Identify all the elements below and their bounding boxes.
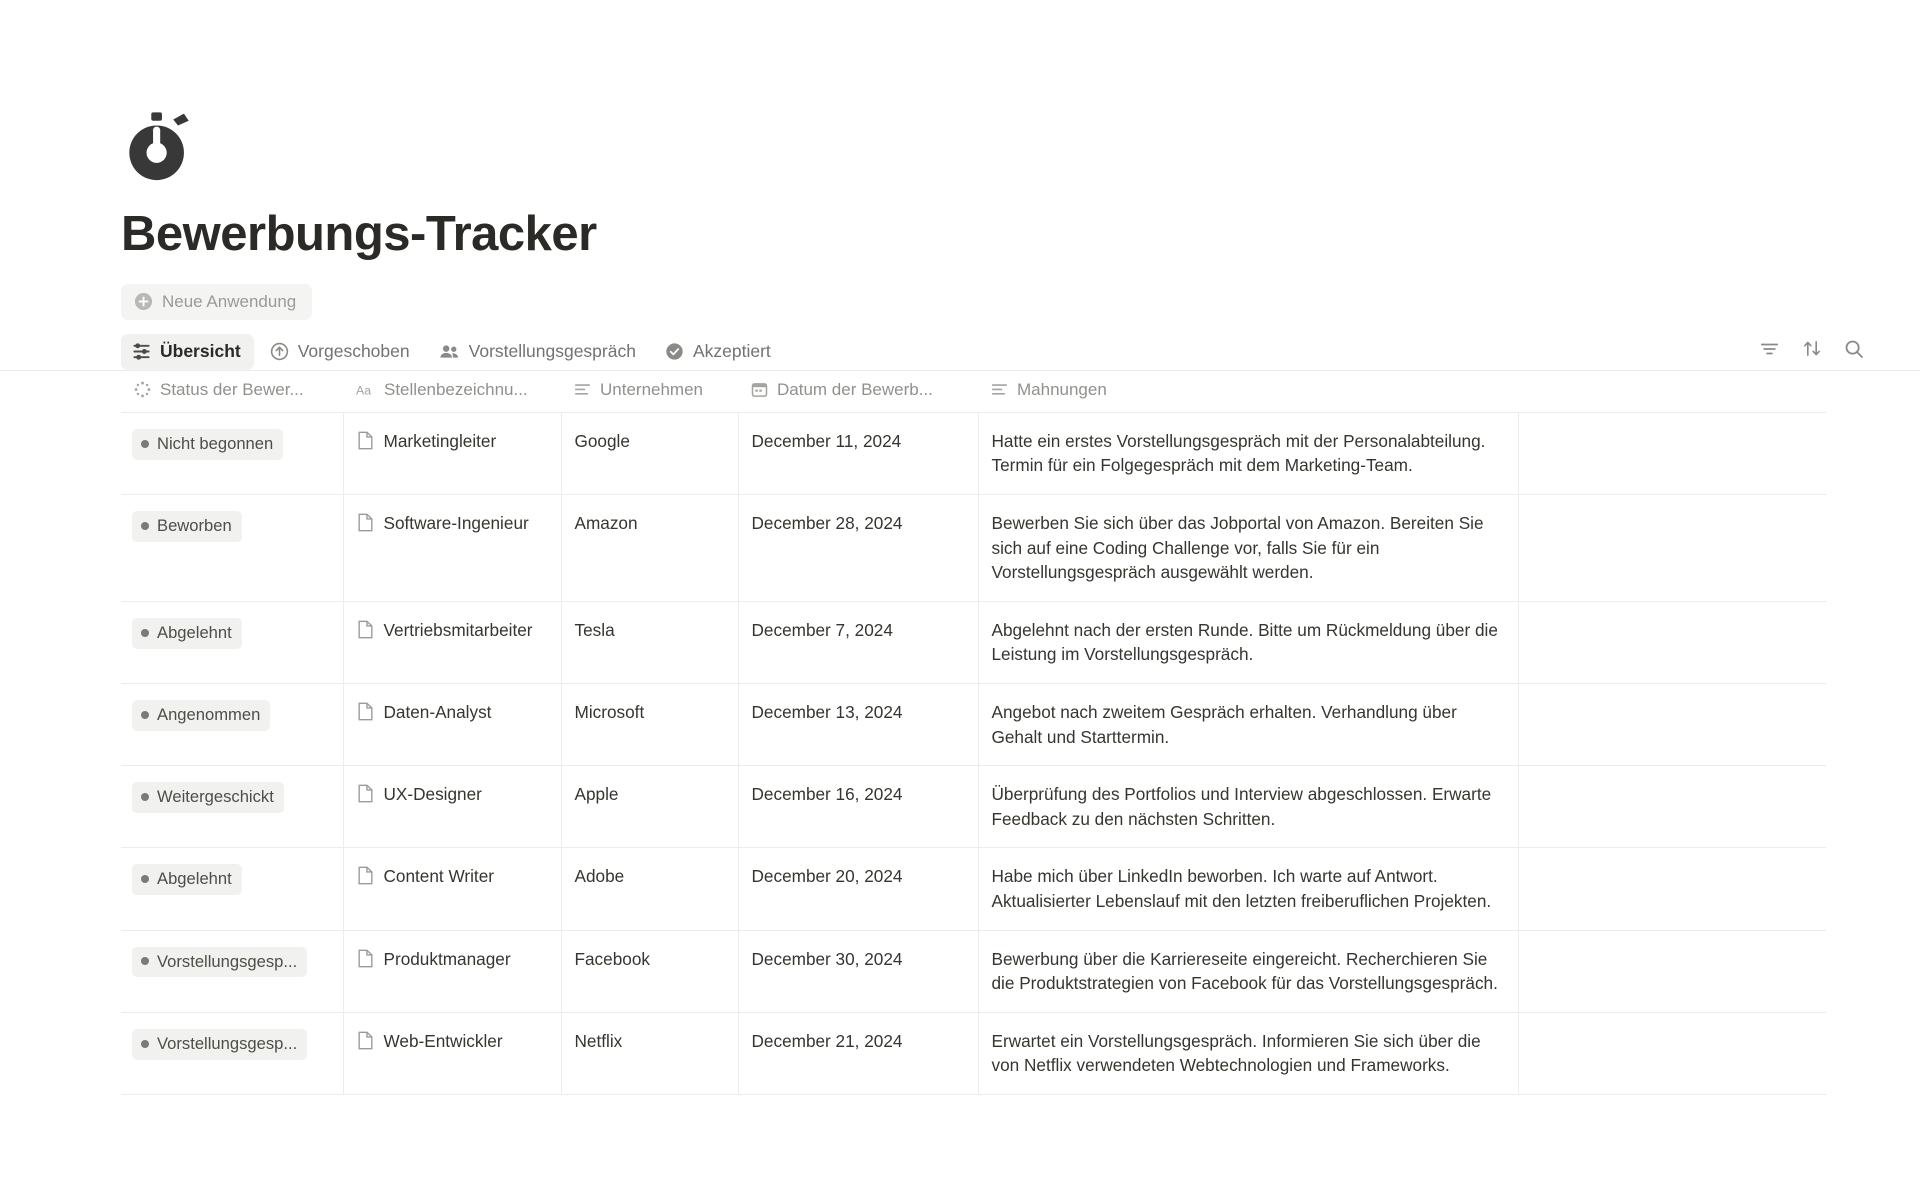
- people-icon: [439, 342, 460, 361]
- cell-status[interactable]: [121, 684, 343, 766]
- cell-notes[interactable]: Abgelehnt nach der ersten Runde. Bitte um Rückmeldung über die Leistung im Vorstellungsgespräch.: [978, 601, 1518, 683]
- cell-title[interactable]: [343, 601, 561, 683]
- table-row[interactable]: [121, 684, 1826, 766]
- status-label: Abgelehnt: [157, 869, 232, 889]
- column-header-title[interactable]: [343, 371, 561, 413]
- cell-extra[interactable]: [1518, 684, 1826, 766]
- column-header-notes[interactable]: [978, 371, 1518, 413]
- job-title: Daten-Analyst: [383, 702, 492, 723]
- cell-company[interactable]: Apple: [561, 766, 738, 848]
- cell-company[interactable]: Google: [561, 412, 738, 494]
- stopwatch-icon: [121, 110, 197, 186]
- cell-date[interactable]: December 13, 2024: [738, 684, 978, 766]
- cell-extra[interactable]: [1518, 601, 1826, 683]
- status-dot-icon: [141, 957, 149, 965]
- document-icon: [357, 949, 374, 968]
- status-badge: [132, 1029, 307, 1060]
- status-label: Angenommen: [157, 705, 261, 725]
- cell-status[interactable]: [121, 1012, 343, 1094]
- text-lines-icon: [991, 382, 1008, 397]
- document-icon: [357, 513, 374, 532]
- cell-title[interactable]: [343, 684, 561, 766]
- status-select-icon: [134, 381, 151, 398]
- table-row[interactable]: [121, 930, 1826, 1012]
- cell-notes[interactable]: Habe mich über LinkedIn beworben. Ich warte auf Antwort. Aktualisierter Lebenslauf mit den letzten freiberuflichen Projekten.: [978, 848, 1518, 930]
- view-tabs: [121, 334, 1759, 370]
- calendar-icon: [751, 381, 768, 398]
- tab-uebersicht[interactable]: [121, 334, 254, 370]
- cell-status[interactable]: [121, 495, 343, 602]
- page-title: Bewerbungs-Tracker: [121, 207, 597, 261]
- cell-status[interactable]: [121, 412, 343, 494]
- cell-date[interactable]: December 20, 2024: [738, 848, 978, 930]
- sort-icon[interactable]: [1802, 339, 1822, 358]
- document-icon: [357, 620, 374, 639]
- status-dot-icon: [141, 711, 149, 719]
- status-dot-icon: [141, 522, 149, 530]
- cell-company[interactable]: Adobe: [561, 848, 738, 930]
- status-dot-icon: [141, 793, 149, 801]
- cell-title[interactable]: [343, 848, 561, 930]
- cell-notes[interactable]: Angebot nach zweitem Gespräch erhalten. Verhandlung über Gehalt und Starttermin.: [978, 684, 1518, 766]
- cell-extra[interactable]: [1518, 412, 1826, 494]
- tab-label: Übersicht: [160, 340, 241, 361]
- tab-label: Vorgeschoben: [297, 340, 410, 361]
- job-title: UX-Designer: [383, 784, 482, 805]
- tab-label: Vorstellungsgespräch: [468, 340, 636, 361]
- table-row[interactable]: [121, 848, 1826, 930]
- status-label: Abgelehnt: [157, 622, 232, 642]
- table-row[interactable]: [121, 1012, 1826, 1094]
- status-dot-icon: [141, 1040, 149, 1048]
- job-title: Produktmanager: [383, 948, 511, 969]
- column-header-status[interactable]: [121, 371, 343, 413]
- cell-date[interactable]: December 7, 2024: [738, 601, 978, 683]
- cell-notes[interactable]: Bewerbung über die Karriereseite eingereicht. Recherchieren Sie die Produktstrategien von Facebook für das Vorstellungsgespräch.: [978, 930, 1518, 1012]
- search-icon[interactable]: [1844, 339, 1864, 359]
- cell-date[interactable]: December 30, 2024: [738, 930, 978, 1012]
- status-label: Vorstellungsgesp...: [157, 951, 298, 971]
- table-row[interactable]: [121, 766, 1826, 848]
- cell-company[interactable]: Netflix: [561, 1012, 738, 1094]
- check-circle-icon: [665, 342, 684, 361]
- applications-table: [121, 371, 1826, 1095]
- svg-text:Aa: Aa: [356, 383, 372, 398]
- cell-extra[interactable]: [1518, 848, 1826, 930]
- status-label: Nicht begonnen: [157, 433, 274, 453]
- cell-company[interactable]: Facebook: [561, 930, 738, 1012]
- cell-title[interactable]: [343, 766, 561, 848]
- arrow-up-circle-icon: [270, 342, 289, 361]
- cell-title[interactable]: [343, 495, 561, 602]
- status-label: Beworben: [157, 516, 232, 536]
- status-badge: [132, 700, 270, 731]
- view-bar: [0, 334, 1920, 371]
- job-title: Web-Entwickler: [383, 1030, 503, 1051]
- status-badge: [132, 429, 283, 460]
- cell-extra[interactable]: [1518, 930, 1826, 1012]
- tab-vorstellungsgespraech[interactable]: [428, 334, 649, 370]
- cell-company[interactable]: Tesla: [561, 601, 738, 683]
- filter-icon[interactable]: [1759, 340, 1780, 358]
- cell-date[interactable]: December 21, 2024: [738, 1012, 978, 1094]
- job-title: Software-Ingenieur: [383, 513, 529, 534]
- cell-status[interactable]: [121, 930, 343, 1012]
- status-badge: [132, 782, 284, 813]
- status-badge: [132, 864, 242, 895]
- cell-date[interactable]: December 11, 2024: [738, 412, 978, 494]
- view-actions: [1759, 339, 1864, 365]
- cell-extra[interactable]: [1518, 495, 1826, 602]
- applications-table-wrap: [0, 371, 1920, 1095]
- column-header-label: Status der Bewer...: [160, 379, 304, 399]
- document-icon: [357, 702, 374, 721]
- tab-label: Akzeptiert: [692, 340, 771, 361]
- cell-notes[interactable]: Erwartet ein Vorstellungsgespräch. Informieren Sie sich über die von Netflix verwendeten Webtechnologien und Frameworks.: [978, 1012, 1518, 1094]
- job-title: Vertriebsmitarbeiter: [383, 619, 533, 640]
- table-header-row: [121, 371, 1826, 413]
- status-dot-icon: [141, 440, 149, 448]
- cell-extra[interactable]: [1518, 1012, 1826, 1094]
- column-header-label: Mahnungen: [1017, 379, 1107, 399]
- status-label: Weitergeschickt: [157, 787, 274, 807]
- table-row[interactable]: [121, 495, 1826, 602]
- cell-notes[interactable]: Überprüfung des Portfolios und Interview abgeschlossen. Erwarte Feedback zu den nächsten Schritten.: [978, 766, 1518, 848]
- cell-title[interactable]: [343, 1012, 561, 1094]
- new-application-label: Neue Anwendung: [162, 291, 297, 311]
- new-application-button[interactable]: [121, 284, 312, 320]
- cell-status[interactable]: [121, 848, 343, 930]
- tab-vorgeschoben[interactable]: [259, 334, 423, 370]
- cell-date[interactable]: December 16, 2024: [738, 766, 978, 848]
- status-dot-icon: [141, 875, 149, 883]
- cell-company[interactable]: Microsoft: [561, 684, 738, 766]
- cell-company[interactable]: Amazon: [561, 495, 738, 602]
- column-header-label: Unternehmen: [600, 379, 704, 399]
- status-label: Vorstellungsgesp...: [157, 1033, 298, 1053]
- table-body: [121, 412, 1826, 1094]
- column-header-label: Stellenbezeichnu...: [384, 379, 528, 399]
- job-title: Content Writer: [383, 866, 494, 887]
- cell-title[interactable]: [343, 930, 561, 1012]
- column-header-date[interactable]: [738, 371, 978, 413]
- document-icon: [357, 784, 374, 803]
- cell-status[interactable]: [121, 601, 343, 683]
- column-header-add[interactable]: [1518, 371, 1826, 413]
- cell-notes[interactable]: Bewerben Sie sich über das Jobportal von Amazon. Bereiten Sie sich auf eine Coding Challenge vor, falls Sie für ein Vorstellungsgespräch ausgewählt werden.: [978, 495, 1518, 602]
- text-aa-icon: [356, 382, 375, 398]
- document-icon: [357, 866, 374, 885]
- tab-akzeptiert[interactable]: [654, 334, 784, 370]
- status-badge: [132, 947, 307, 978]
- status-dot-icon: [141, 629, 149, 637]
- text-lines-icon: [574, 382, 591, 397]
- plus-circle-icon: [134, 292, 153, 311]
- status-badge: [132, 511, 242, 542]
- document-icon: [357, 431, 374, 450]
- cell-extra[interactable]: [1518, 766, 1826, 848]
- column-header-company[interactable]: [561, 371, 738, 413]
- status-badge: [132, 618, 242, 649]
- page-header: [0, 0, 1920, 334]
- table-row[interactable]: [121, 412, 1826, 494]
- document-icon: [357, 1031, 374, 1050]
- column-header-label: Datum der Bewerb...: [777, 379, 933, 399]
- cell-title[interactable]: [343, 412, 561, 494]
- cell-notes[interactable]: Hatte ein erstes Vorstellungsgespräch mit der Personalabteilung. Termin für ein Folgegespräch mit dem Marketing-Team.: [978, 412, 1518, 494]
- table-row[interactable]: [121, 601, 1826, 683]
- job-title: Marketingleiter: [383, 430, 497, 451]
- cell-date[interactable]: December 28, 2024: [738, 495, 978, 602]
- table-view-icon: [132, 342, 151, 361]
- cell-status[interactable]: [121, 766, 343, 848]
